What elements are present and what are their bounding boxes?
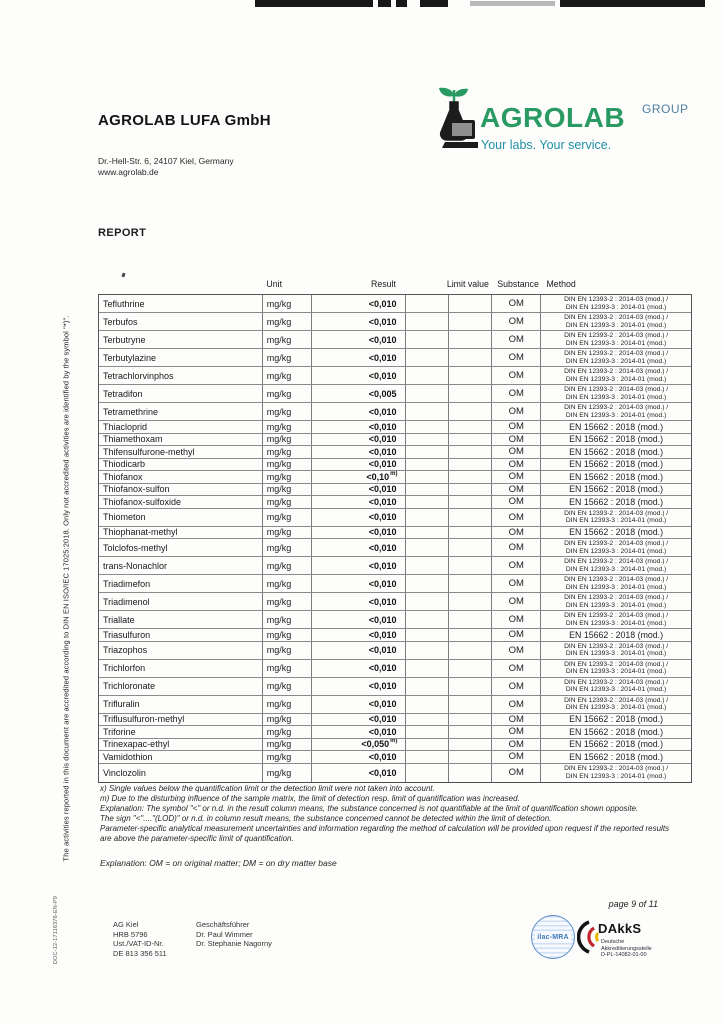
- method-cell: EN 15662 : 2018 (mod.): [569, 459, 664, 470]
- unit-cell: mg/kg: [263, 446, 312, 458]
- result-cell: <0,010: [312, 696, 407, 713]
- table-row: [99, 446, 691, 459]
- substance-cell: OM: [492, 593, 541, 610]
- empty-cell: [406, 593, 449, 610]
- empty-cell: [406, 403, 449, 420]
- table-row: [99, 295, 691, 313]
- table-row: [99, 764, 691, 782]
- empty-cell: [406, 642, 449, 659]
- parameter-name-cell: Thifensulfurone-methyl: [99, 446, 263, 458]
- substance-cell: OM: [492, 539, 541, 556]
- method-cell: EN 15662 : 2018 (mod.): [569, 421, 664, 432]
- empty-cell: [406, 313, 449, 330]
- limit-value-cell: [449, 295, 492, 312]
- table-row: [99, 496, 691, 509]
- parameter-name-cell: Triasulfuron: [99, 629, 263, 641]
- table-row: [99, 527, 691, 540]
- footnote-explanation-symbol: Explanation: The symbol "<" or n.d. in the result column means, the substance concerned is not quantifiable at the limit of quantification shown opposite.: [100, 804, 639, 813]
- header-unit: Unit: [266, 279, 283, 289]
- unit-cell: mg/kg: [263, 295, 312, 312]
- unit-cell: mg/kg: [263, 726, 312, 738]
- table-row: [99, 593, 691, 611]
- header-limit-value: Limit value: [446, 279, 489, 289]
- company-address: Dr.-Hell-Str. 6, 24107 Kiel, Germany: [98, 156, 234, 166]
- substance-cell: OM: [492, 421, 541, 433]
- result-cell: <0,010: [312, 629, 407, 641]
- parameter-name-cell: Vinclozolin: [99, 764, 263, 782]
- parameter-name-cell: Trifluralin: [99, 696, 263, 713]
- document-code-vertical: DOC-12-17116376-EN-P9: [53, 895, 59, 965]
- table-row: [99, 557, 691, 575]
- unit-cell: mg/kg: [263, 367, 312, 384]
- substance-cell: OM: [492, 331, 541, 348]
- header-parameter: [98, 279, 262, 289]
- manager-name-2: Dr. Stephanie Nagorny: [196, 939, 272, 948]
- registry-hrb: HRB 5796: [113, 929, 148, 939]
- limit-value-cell: [449, 678, 492, 695]
- substance-cell: OM: [492, 509, 541, 526]
- result-footnote-marker: m): [390, 738, 398, 745]
- substance-cell: OM: [492, 385, 541, 402]
- method-cell: EN 15662 : 2018 (mod.): [569, 714, 664, 725]
- header-substance: Substance: [497, 279, 539, 289]
- empty-cell: [406, 471, 449, 483]
- limit-value-cell: [449, 611, 492, 628]
- unit-cell: mg/kg: [263, 714, 312, 726]
- empty-cell: [406, 764, 449, 782]
- substance-cell: OM: [492, 295, 541, 312]
- company-website: www.agrolab.de: [98, 167, 159, 177]
- parameter-name-cell: Triflusulfuron-methyl: [99, 714, 263, 726]
- empty-cell: [406, 539, 449, 556]
- table-row: [99, 660, 691, 678]
- dakks-accreditation-text: Deutsche Akkreditierungsstelle D-PL-14082-01-00: [601, 939, 652, 958]
- registry-court: AG Kiel: [113, 920, 139, 929]
- parameter-name-cell: Vamidothion: [99, 751, 263, 763]
- header-method: Method: [546, 279, 576, 289]
- result-cell: <0,010: [312, 496, 407, 508]
- method-cell: EN 15662 : 2018 (mod.): [569, 496, 664, 507]
- parameter-name-cell: Terbutylazine: [99, 349, 263, 366]
- logo-brand-text: AGROLAB: [480, 102, 626, 133]
- results-table-header: [98, 279, 692, 289]
- result-cell: <0,005: [312, 385, 407, 402]
- empty-cell: [406, 678, 449, 695]
- empty-cell: [406, 557, 449, 574]
- unit-cell: mg/kg: [263, 421, 312, 433]
- result-cell: <0,010: [312, 295, 407, 312]
- empty-cell: [406, 446, 449, 458]
- limit-value-cell: [449, 385, 492, 402]
- company-name: AGROLAB LUFA GmbH: [98, 112, 271, 129]
- parameter-name-cell: Triazophos: [99, 642, 263, 659]
- method-cell: DIN EN 12393-2 : 2014-03 (mod.) / DIN EN 12393-3 : 2014-01 (mod.): [564, 594, 669, 609]
- parameter-name-cell: Thiophanat-methyl: [99, 527, 263, 539]
- parameter-name-cell: Triforine: [99, 726, 263, 738]
- empty-cell: [406, 611, 449, 628]
- result-cell: <0,010: [312, 575, 407, 592]
- report-title: REPORT: [98, 227, 147, 239]
- flask-plant-laptop-icon: [430, 86, 478, 158]
- table-row: [99, 611, 691, 629]
- substance-cell: OM: [492, 764, 541, 782]
- result-cell: <0,010: [312, 714, 407, 726]
- empty-cell: [406, 527, 449, 539]
- unit-cell: mg/kg: [263, 349, 312, 366]
- parameter-name-cell: Trichloronate: [99, 678, 263, 695]
- empty-cell: [406, 331, 449, 348]
- table-row: [99, 751, 691, 764]
- result-cell: <0,010: [312, 421, 407, 433]
- limit-value-cell: [449, 349, 492, 366]
- substance-cell: OM: [492, 660, 541, 677]
- result-cell: <0,010: [312, 764, 407, 782]
- scan-dot-artifact: [121, 273, 125, 278]
- table-row: [99, 471, 691, 484]
- substance-cell: OM: [492, 575, 541, 592]
- scan-artifact-bar: [470, 1, 555, 6]
- method-cell: DIN EN 12393-2 : 2014-03 (mod.) / DIN EN 12393-3 : 2014-01 (mod.): [564, 404, 669, 419]
- empty-cell: [406, 484, 449, 496]
- unit-cell: mg/kg: [263, 764, 312, 782]
- method-cell: EN 15662 : 2018 (mod.): [569, 527, 664, 538]
- footnotes-block: [100, 784, 674, 844]
- substance-cell: OM: [492, 446, 541, 458]
- table-row: [99, 575, 691, 593]
- empty-cell: [406, 367, 449, 384]
- substance-cell: OM: [492, 484, 541, 496]
- table-row: [99, 642, 691, 660]
- limit-value-cell: [449, 403, 492, 420]
- limit-value-cell: [449, 696, 492, 713]
- unit-cell: mg/kg: [263, 484, 312, 496]
- footnote-m: m) Due to the disturbing influence of the sample matrix, the limit of detection resp. limit of quantification was increased.: [100, 794, 520, 803]
- result-cell: <0,010: [312, 459, 407, 471]
- limit-value-cell: [449, 629, 492, 641]
- table-row: [99, 403, 691, 421]
- method-cell: DIN EN 12393-2 : 2014-03 (mod.) / DIN EN 12393-3 : 2014-01 (mod.): [564, 332, 669, 347]
- empty-cell: [406, 496, 449, 508]
- limit-value-cell: [449, 367, 492, 384]
- substance-cell: OM: [492, 726, 541, 738]
- substance-cell: OM: [492, 678, 541, 695]
- substance-cell: OM: [492, 642, 541, 659]
- limit-value-cell: [449, 575, 492, 592]
- footnote-lod: The sign "<"...."(LOD)" or n.d. in column result means, the substance concerned cannot be detected within the limit of detection.: [100, 814, 552, 823]
- om-dm-explanation: Explanation: OM = on original matter; DM = on dry matter base: [100, 858, 337, 868]
- scan-artifact-bar: [560, 0, 705, 7]
- result-cell: <0,010: [312, 484, 407, 496]
- unit-cell: mg/kg: [263, 403, 312, 420]
- parameter-name-cell: Thiofanox-sulfoxide: [99, 496, 263, 508]
- substance-cell: OM: [492, 403, 541, 420]
- management-title: Geschäftsführer: [196, 920, 250, 929]
- unit-cell: mg/kg: [263, 696, 312, 713]
- limit-value-cell: [449, 539, 492, 556]
- header-result: Result: [371, 279, 396, 289]
- result-cell: <0,010: [312, 593, 407, 610]
- result-cell: <0,010: [312, 539, 407, 556]
- result-cell: <0,010: [312, 527, 407, 539]
- table-row: [99, 629, 691, 642]
- limit-value-cell: [449, 434, 492, 446]
- method-cell: EN 15662 : 2018 (mod.): [569, 446, 664, 457]
- scan-artifact-bar: [420, 0, 448, 7]
- result-cell: <0,010: [312, 751, 407, 763]
- unit-cell: mg/kg: [263, 593, 312, 610]
- table-row: [99, 739, 691, 752]
- result-cell: <0,010: [312, 611, 407, 628]
- method-cell: DIN EN 12393-2 : 2014-03 (mod.) / DIN EN 12393-3 : 2014-01 (mod.): [564, 612, 669, 627]
- parameter-name-cell: Triadimenol: [99, 593, 263, 610]
- empty-cell: [406, 575, 449, 592]
- empty-cell: [406, 509, 449, 526]
- limit-value-cell: [449, 331, 492, 348]
- table-row: [99, 434, 691, 447]
- method-cell: DIN EN 12393-2 : 2014-03 (mod.) / DIN EN 12393-3 : 2014-01 (mod.): [564, 314, 669, 329]
- parameter-name-cell: Terbufos: [99, 313, 263, 330]
- parameter-name-cell: Thiofanox: [99, 471, 263, 483]
- result-cell: <0,010: [312, 642, 407, 659]
- table-row: [99, 696, 691, 714]
- unit-cell: mg/kg: [263, 471, 312, 483]
- limit-value-cell: [449, 459, 492, 471]
- substance-cell: OM: [492, 471, 541, 483]
- unit-cell: mg/kg: [263, 678, 312, 695]
- substance-cell: OM: [492, 527, 541, 539]
- unit-cell: mg/kg: [263, 575, 312, 592]
- method-cell: DIN EN 12393-2 : 2014-03 (mod.) / DIN EN 12393-3 : 2014-01 (mod.): [564, 350, 669, 365]
- header-spacer: [406, 279, 449, 289]
- unit-cell: mg/kg: [263, 385, 312, 402]
- result-cell: <0,010: [312, 446, 407, 458]
- substance-cell: OM: [492, 611, 541, 628]
- dakks-arcs-icon: [577, 920, 599, 954]
- accreditation-note-vertical: The activities reported in this document are accredited according to DIN EN ISO/IEC 17025:2018. Only not accredited activities are identified by the symbol "*)".: [61, 315, 71, 862]
- limit-value-cell: [449, 446, 492, 458]
- result-cell: <0,010: [312, 403, 407, 420]
- scan-artifact-bar: [255, 0, 373, 7]
- parameter-name-cell: Triallate: [99, 611, 263, 628]
- result-cell: <0,010: [312, 678, 407, 695]
- limit-value-cell: [449, 421, 492, 433]
- limit-value-cell: [449, 739, 492, 751]
- table-row: [99, 678, 691, 696]
- method-cell: DIN EN 12393-2 : 2014-03 (mod.) / DIN EN 12393-3 : 2014-01 (mod.): [564, 660, 669, 675]
- method-cell: EN 15662 : 2018 (mod.): [569, 471, 664, 482]
- unit-cell: mg/kg: [263, 459, 312, 471]
- method-cell: DIN EN 12393-2 : 2014-03 (mod.) / DIN EN 12393-3 : 2014-01 (mod.): [564, 765, 669, 780]
- empty-cell: [406, 295, 449, 312]
- management-block: [196, 920, 272, 949]
- limit-value-cell: [449, 726, 492, 738]
- table-row: [99, 459, 691, 472]
- results-table-body: [98, 294, 692, 783]
- empty-cell: [406, 660, 449, 677]
- dakks-label: DAkkS: [598, 921, 642, 936]
- unit-cell: mg/kg: [263, 751, 312, 763]
- parameter-name-cell: Tolclofos-methyl: [99, 539, 263, 556]
- empty-cell: [406, 459, 449, 471]
- table-row: [99, 484, 691, 497]
- unit-cell: mg/kg: [263, 642, 312, 659]
- empty-cell: [406, 696, 449, 713]
- method-cell: DIN EN 12393-2 : 2014-03 (mod.) / DIN EN 12393-3 : 2014-01 (mod.): [564, 540, 669, 555]
- parameter-name-cell: Tetrachlorvinphos: [99, 367, 263, 384]
- limit-value-cell: [449, 471, 492, 483]
- registry-vat-label: Ust./VAT-ID-Nr.: [113, 939, 164, 948]
- method-cell: DIN EN 12393-2 : 2014-03 (mod.) / DIN EN 12393-3 : 2014-01 (mod.): [564, 558, 669, 573]
- empty-cell: [406, 751, 449, 763]
- limit-value-cell: [449, 714, 492, 726]
- limit-value-cell: [449, 527, 492, 539]
- limit-value-cell: [449, 557, 492, 574]
- substance-cell: OM: [492, 349, 541, 366]
- logo-group-text: GROUP: [642, 102, 689, 116]
- substance-cell: OM: [492, 751, 541, 763]
- substance-cell: OM: [492, 367, 541, 384]
- agrolab-group-logo: [430, 86, 700, 158]
- substance-cell: OM: [492, 459, 541, 471]
- empty-cell: [406, 385, 449, 402]
- unit-cell: mg/kg: [263, 509, 312, 526]
- table-row: [99, 509, 691, 527]
- method-cell: EN 15662 : 2018 (mod.): [569, 739, 664, 750]
- method-cell: DIN EN 12393-2 : 2014-03 (mod.) / DIN EN 12393-3 : 2014-01 (mod.): [564, 296, 669, 311]
- substance-cell: OM: [492, 696, 541, 713]
- result-cell: <0,010: [312, 349, 407, 366]
- logo-tagline: Your labs. Your service.: [481, 138, 612, 152]
- substance-cell: OM: [492, 434, 541, 446]
- limit-value-cell: [449, 751, 492, 763]
- empty-cell: [406, 714, 449, 726]
- limit-value-cell: [449, 660, 492, 677]
- parameter-name-cell: Tetramethrine: [99, 403, 263, 420]
- limit-value-cell: [449, 313, 492, 330]
- empty-cell: [406, 434, 449, 446]
- unit-cell: mg/kg: [263, 660, 312, 677]
- parameter-name-cell: trans-Nonachlor: [99, 557, 263, 574]
- parameter-name-cell: Thiofanox-sulfon: [99, 484, 263, 496]
- unit-cell: mg/kg: [263, 331, 312, 348]
- parameter-name-cell: Triadimefon: [99, 575, 263, 592]
- limit-value-cell: [449, 642, 492, 659]
- substance-cell: OM: [492, 496, 541, 508]
- unit-cell: mg/kg: [263, 611, 312, 628]
- method-cell: DIN EN 12393-2 : 2014-03 (mod.) / DIN EN 12393-3 : 2014-01 (mod.): [564, 386, 669, 401]
- unit-cell: mg/kg: [263, 739, 312, 751]
- empty-cell: [406, 349, 449, 366]
- result-footnote-marker: m): [390, 471, 398, 477]
- method-cell: EN 15662 : 2018 (mod.): [569, 434, 664, 445]
- empty-cell: [406, 726, 449, 738]
- limit-value-cell: [449, 484, 492, 496]
- ilac-mra-logo: [531, 915, 575, 959]
- manager-name-1: Dr. Paul Wimmer: [196, 929, 253, 939]
- result-cell: <0,010: [312, 367, 407, 384]
- table-row: [99, 349, 691, 367]
- parameter-name-cell: Thiamethoxam: [99, 434, 263, 446]
- limit-value-cell: [449, 764, 492, 782]
- result-cell: <0,010: [312, 726, 407, 738]
- scan-artifact-bar: [378, 0, 391, 7]
- method-cell: DIN EN 12393-2 : 2014-03 (mod.) / DIN EN 12393-3 : 2014-01 (mod.): [564, 678, 669, 693]
- result-cell: <0,010: [312, 660, 407, 677]
- table-row: [99, 714, 691, 727]
- result-cell: <0,050 $^{m)}$: [312, 739, 407, 751]
- limit-value-cell: [449, 496, 492, 508]
- result-cell: <0,010: [312, 557, 407, 574]
- page-number-label: page 9 of 11: [608, 899, 658, 909]
- limit-value-cell: [449, 509, 492, 526]
- result-cell: <0,010: [312, 313, 407, 330]
- registry-vat-number: DE 813 356 511: [113, 948, 167, 958]
- parameter-name-cell: Tefluthrine: [99, 295, 263, 312]
- unit-cell: mg/kg: [263, 496, 312, 508]
- empty-cell: [406, 739, 449, 751]
- method-cell: DIN EN 12393-2 : 2014-03 (mod.) / DIN EN 12393-3 : 2014-01 (mod.): [564, 368, 669, 383]
- limit-value-cell: [449, 593, 492, 610]
- result-cell: <0,010: [312, 509, 407, 526]
- parameter-name-cell: Thiacloprid: [99, 421, 263, 433]
- result-cell: <0,010: [312, 331, 407, 348]
- parameter-name-cell: Terbutryne: [99, 331, 263, 348]
- substance-cell: OM: [492, 739, 541, 751]
- substance-cell: OM: [492, 714, 541, 726]
- method-cell: DIN EN 12393-2 : 2014-03 (mod.) / DIN EN 12393-3 : 2014-01 (mod.): [564, 642, 669, 657]
- unit-cell: mg/kg: [263, 313, 312, 330]
- empty-cell: [406, 629, 449, 641]
- parameter-name-cell: Trinexapac-ethyl: [99, 739, 263, 751]
- method-cell: EN 15662 : 2018 (mod.): [569, 751, 664, 762]
- company-registry-block: [113, 920, 167, 958]
- table-row: [99, 331, 691, 349]
- table-row: [99, 385, 691, 403]
- footnote-uncertainty: Parameter-specific analytical measurement uncertainties and information regarding the method of calculation will be provided upon request if the reported results are above the parameter-specific limit of quantification.: [100, 824, 670, 843]
- result-cell: <0,10 $^{m)}$: [312, 471, 407, 483]
- unit-cell: mg/kg: [263, 539, 312, 556]
- method-cell: EN 15662 : 2018 (mod.): [569, 484, 664, 495]
- substance-cell: OM: [492, 313, 541, 330]
- empty-cell: [406, 421, 449, 433]
- result-cell: <0,010: [312, 434, 407, 446]
- method-cell: EN 15662 : 2018 (mod.): [569, 726, 664, 737]
- ilac-mra-label: ilac-MRA: [537, 933, 569, 941]
- table-row: [99, 421, 691, 434]
- parameter-name-cell: Thiodicarb: [99, 459, 263, 471]
- method-cell: DIN EN 12393-2 : 2014-03 (mod.) / DIN EN 12393-3 : 2014-01 (mod.): [564, 509, 669, 524]
- table-row: [99, 313, 691, 331]
- unit-cell: mg/kg: [263, 527, 312, 539]
- substance-cell: OM: [492, 629, 541, 641]
- table-row: [99, 539, 691, 557]
- method-cell: EN 15662 : 2018 (mod.): [569, 629, 664, 640]
- table-row: [99, 726, 691, 739]
- method-cell: DIN EN 12393-2 : 2014-03 (mod.) / DIN EN 12393-3 : 2014-01 (mod.): [564, 576, 669, 591]
- substance-cell: OM: [492, 557, 541, 574]
- parameter-name-cell: Trichlorfon: [99, 660, 263, 677]
- unit-cell: mg/kg: [263, 629, 312, 641]
- footnote-x: x) Single values below the quantification limit or the detection limit were not taken into account.: [100, 784, 435, 793]
- parameter-name-cell: Tetradifon: [99, 385, 263, 402]
- scan-artifact-bar: [396, 0, 407, 7]
- parameter-name-cell: Thiometon: [99, 509, 263, 526]
- unit-cell: mg/kg: [263, 557, 312, 574]
- method-cell: DIN EN 12393-2 : 2014-03 (mod.) / DIN EN 12393-3 : 2014-01 (mod.): [564, 696, 669, 711]
- table-row: [99, 367, 691, 385]
- unit-cell: mg/kg: [263, 434, 312, 446]
